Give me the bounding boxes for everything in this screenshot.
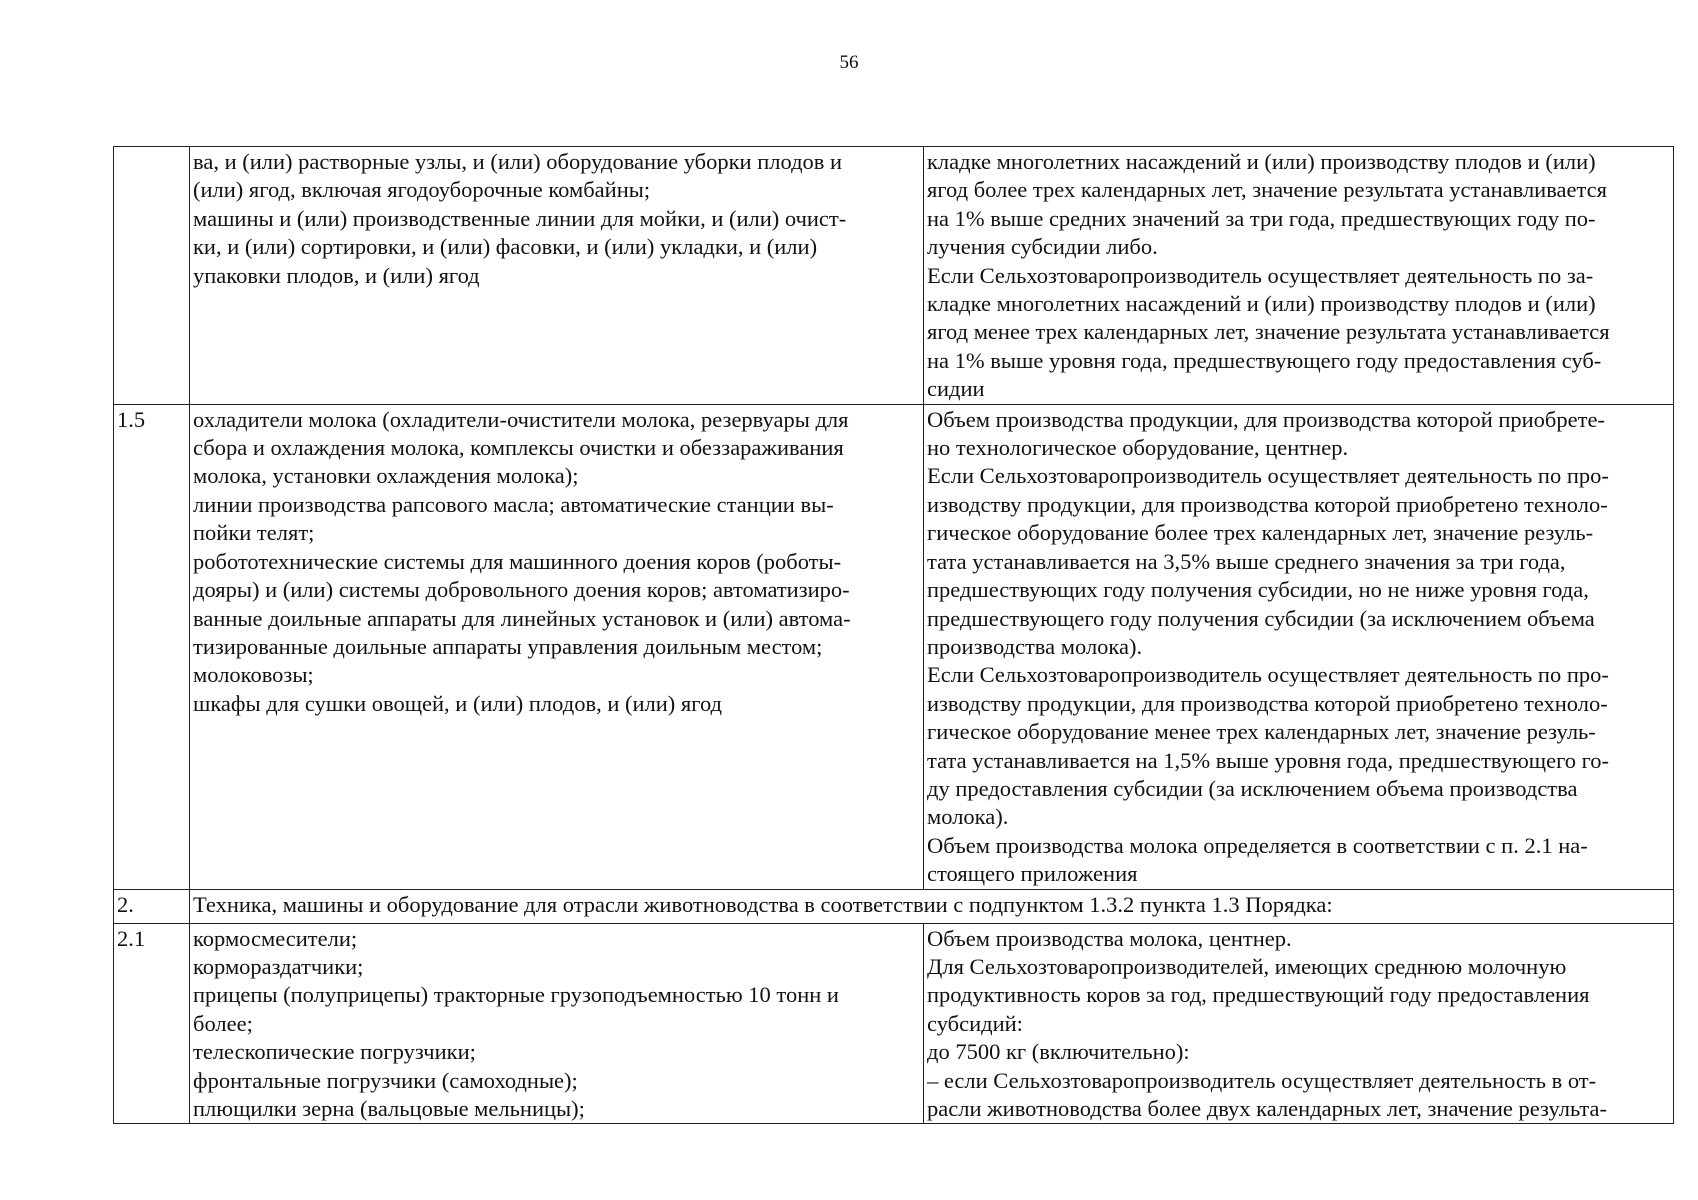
text-line: охладители молока (охладители-очистители молока, резервуары для — [193, 406, 849, 432]
text-line: линии производства рапсового масла; автоматические станции вы- — [193, 491, 834, 517]
text-line: молоковозы; — [193, 662, 314, 688]
text-line: плющилки зерна (вальцовые мельницы); — [193, 1096, 585, 1121]
text-line: но технологическое оборудование, центнер. — [927, 435, 1349, 461]
page-number: 56 — [839, 52, 859, 73]
text-line: – если Сельхозтоваропроизводитель осуществляет деятельность в от- — [927, 1067, 1597, 1093]
text-line: изводству продукции, для производства которой приобретено техноло- — [927, 690, 1608, 716]
equipment-cell — [190, 147, 924, 405]
text-line: предшествующих году получения субсидии, но не ниже уровня года, — [927, 577, 1589, 603]
text-line: ки, и (или) сортировки, и (или) фасовки, и (или) укладки, и (или) — [193, 234, 818, 260]
text-line: (или) ягод, включая ягодоуборочные комбайны; — [193, 177, 651, 203]
equipment-cell — [190, 404, 924, 889]
text-line: лучения субсидии либо. — [927, 234, 1158, 260]
text-line: Для Сельхозтоваропроизводителей, имеющих среднюю молочную — [927, 953, 1567, 979]
text-line: робототехнические системы для машинного доения коров (роботы- — [193, 548, 842, 574]
section-title: Техника, машины и оборудование для отрасли животноводства в соответствии с подпунктом 1.3.2 пункта 1.3 Порядка: — [190, 889, 1674, 923]
row-number — [114, 147, 190, 405]
text-line: сидии — [927, 376, 985, 402]
text-line: шкафы для сушки овощей, и (или) плодов, и (или) ягод — [193, 690, 722, 716]
text-line: молока, установки охлаждения молока); — [193, 463, 579, 489]
text-line: до 7500 кг (включительно): — [927, 1039, 1190, 1065]
text-line: упаковки плодов, и (или) ягод — [193, 262, 480, 288]
text-line: Объем производства молока определяется в соответствии с п. 2.1 на- — [927, 832, 1588, 858]
text-line: машины и (или) производственные линии для мойки, и (или) очист- — [193, 205, 847, 231]
text-line: прицепы (полуприцепы) тракторные грузоподъемностью 10 тонн и — [193, 982, 839, 1008]
text-line: кормораздатчики; — [193, 953, 364, 979]
text-line: на 1% выше средних значений за три года, предшествующих году по- — [927, 205, 1596, 231]
text-line: дояры) и (или) системы добровольного доения коров; автоматизиро- — [193, 577, 850, 603]
text-line: кладке многолетних насаждений и (или) производству плодов и (или) — [927, 291, 1596, 317]
table-row — [114, 404, 1674, 889]
text-line: ду предоставления субсидии (за исключением объема производства — [927, 775, 1578, 801]
text-line: фронтальные погрузчики (самоходные); — [193, 1067, 578, 1093]
text-line: тизированные доильные аппараты управления доильным местом; — [193, 633, 823, 659]
text-line: ягод более трех календарных лет, значение результата устанавливается — [927, 177, 1607, 203]
text-line: Если Сельхозтоваропроизводитель осуществляет деятельность по за- — [927, 262, 1594, 288]
text-line: молока). — [927, 804, 1009, 830]
text-line: пойки телят; — [193, 520, 315, 546]
text-line: телескопические погрузчики; — [193, 1039, 476, 1065]
text-line: Если Сельхозтоваропроизводитель осуществляет деятельность по про- — [927, 662, 1609, 688]
text-line: Объем производства молока, центнер. — [927, 925, 1292, 951]
table-row — [114, 923, 1674, 1124]
text-line: тата устанавливается на 1,5% выше уровня года, предшествующего го- — [927, 747, 1610, 773]
text-line: на 1% выше уровня года, предшествующего году предоставления суб- — [927, 347, 1602, 373]
text-line: продуктивность коров за год, предшествующий году предоставления — [927, 982, 1590, 1008]
text-line: тата устанавливается на 3,5% выше среднего значения за три года, — [927, 548, 1566, 574]
text-line: кормосмесители; — [193, 925, 358, 951]
text-line: ягод менее трех календарных лет, значение результата устанавливается — [927, 319, 1610, 345]
result-cell — [924, 147, 1674, 405]
row-number: 1.5 — [114, 404, 190, 889]
section-row — [114, 889, 1674, 923]
text-line: более; — [193, 1010, 253, 1036]
text-line: ванные доильные аппараты для линейных установок и (или) автома- — [193, 605, 851, 631]
text-line: расли животноводства более двух календарных лет, значение результа- — [927, 1096, 1607, 1121]
text-line: гическое оборудование менее трех календарных лет, значение резуль- — [927, 719, 1596, 745]
text-line: предшествующего году получения субсидии (за исключением объема — [927, 605, 1595, 631]
row-number: 2.1 — [114, 923, 190, 1124]
result-cell — [924, 404, 1674, 889]
text-line: стоящего приложения — [927, 861, 1138, 887]
text-line: гическое оборудование более трех календарных лет, значение резуль- — [927, 520, 1594, 546]
result-cell — [924, 923, 1674, 1124]
section-number: 2. — [114, 889, 190, 923]
text-line: Объем производства продукции, для производства которой приобрете- — [927, 406, 1605, 432]
table-row — [114, 147, 1674, 405]
text-line: кладке многолетних насаждений и (или) производству плодов и (или) — [927, 149, 1596, 174]
text-line: ва, и (или) растворные узлы, и (или) оборудование уборки плодов и — [193, 149, 843, 174]
subsidy-table — [113, 146, 1674, 1124]
text-line: производства молока). — [927, 633, 1143, 659]
text-line: сбора и охлаждения молока, комплексы очистки и обеззараживания — [193, 435, 844, 461]
text-line: субсидий: — [927, 1010, 1023, 1036]
text-line: Если Сельхозтоваропроизводитель осуществляет деятельность по про- — [927, 463, 1609, 489]
text-line: изводству продукции, для производства которой приобретено техноло- — [927, 491, 1608, 517]
equipment-cell — [190, 923, 924, 1124]
